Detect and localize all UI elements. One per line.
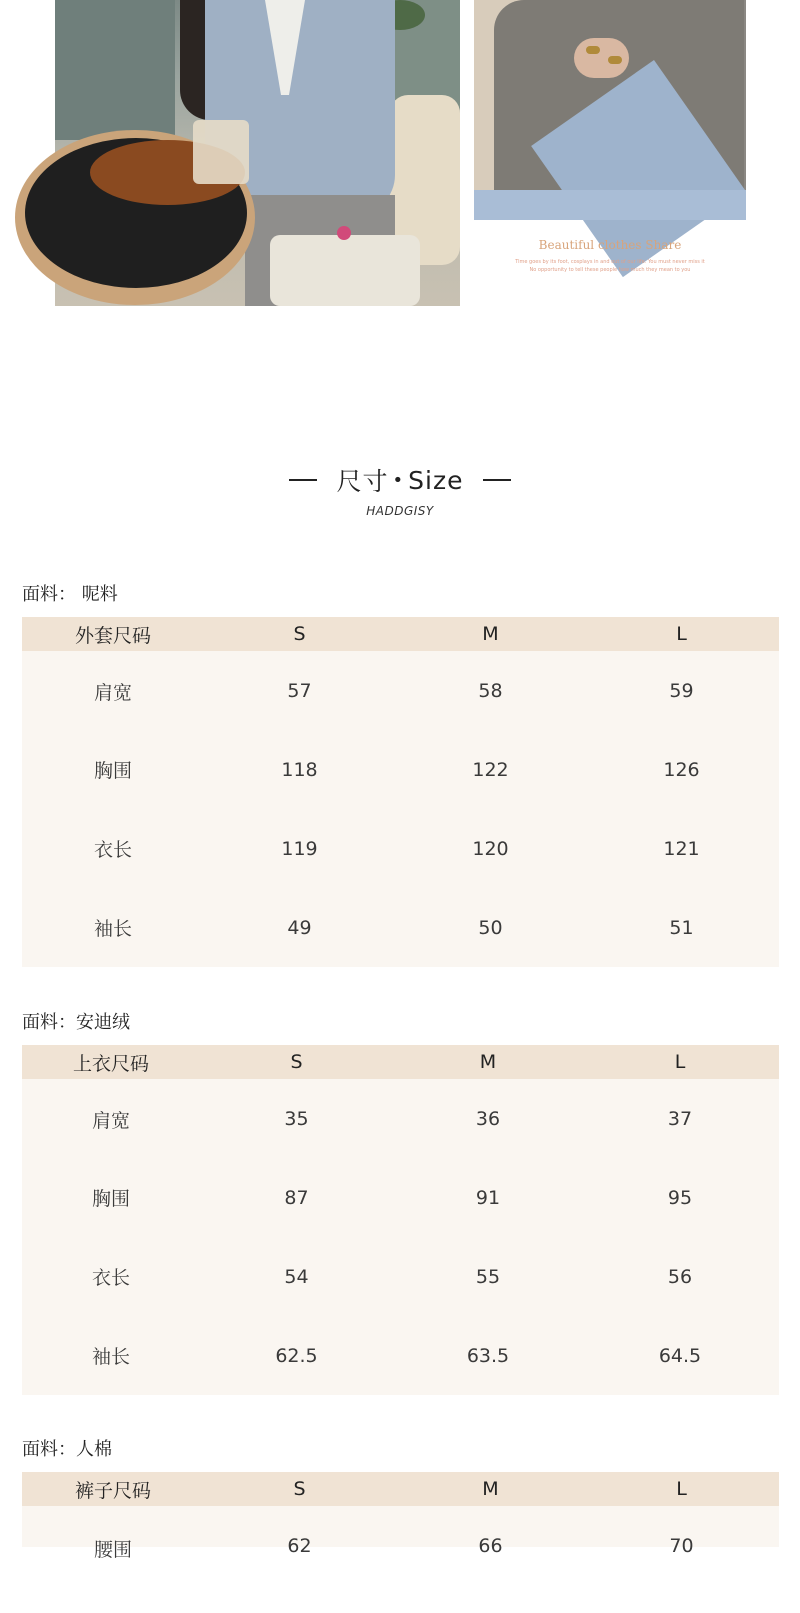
value-l: 126	[663, 758, 700, 781]
table-row	[22, 1507, 779, 1613]
table-body	[22, 651, 779, 967]
table-header	[22, 617, 779, 651]
table-row	[22, 652, 779, 730]
value-l: 121	[663, 837, 700, 860]
size-table-top	[22, 1045, 779, 1395]
size-title-en: Size	[408, 465, 464, 495]
value-l: 59	[669, 680, 694, 702]
value-s: 49	[287, 916, 312, 939]
measure-name: 袖长	[93, 918, 132, 940]
product-photo-left	[55, 0, 460, 306]
table-row	[22, 1158, 779, 1237]
value-m: 63.5	[466, 1344, 510, 1367]
table-row	[22, 809, 779, 888]
table-body	[22, 1506, 779, 1561]
measure-name: 腰围	[93, 1539, 132, 1561]
header-garment: 上衣尺码	[72, 1052, 149, 1075]
value-s: 87	[284, 1186, 309, 1209]
size-title-dot: •	[392, 469, 405, 491]
table-body	[22, 1079, 779, 1395]
size-title	[269, 462, 532, 498]
header-size-m: M	[482, 623, 499, 645]
header-garment: 裤子尺码	[74, 1479, 151, 1502]
header-size-s: S	[290, 1051, 303, 1073]
value-s: 118	[281, 758, 318, 781]
caption-subtitle	[474, 258, 746, 274]
fabric-label-1	[22, 580, 118, 606]
value-s: 62	[287, 1535, 312, 1557]
measure-name: 胸围	[93, 760, 132, 782]
measure-name: 肩宽	[93, 681, 132, 704]
value-m: 55	[475, 1265, 501, 1288]
table-row	[22, 888, 779, 967]
table-row	[22, 1080, 779, 1158]
value-s: 35	[284, 1108, 309, 1130]
value-s: 119	[281, 837, 318, 860]
value-m: 36	[475, 1108, 501, 1130]
measure-name: 衣长	[93, 839, 132, 861]
fabric-prefix: 面料：	[22, 1439, 76, 1460]
header-size-m: M	[482, 1478, 499, 1500]
caption-line-2: No opportunity to tell these people how much they mean to you	[529, 267, 691, 273]
header-size-m: M	[479, 1051, 497, 1073]
measure-name: 肩宽	[91, 1109, 130, 1132]
size-section-heading	[0, 462, 800, 518]
fabric-label-2	[22, 1008, 130, 1034]
table-row	[22, 730, 779, 809]
fabric-prefix: 面料：	[22, 584, 76, 605]
caption-title: Beautiful clothes Share	[538, 238, 682, 252]
size-table-coat	[22, 617, 779, 967]
table-row	[22, 1237, 779, 1316]
value-m: 50	[478, 916, 503, 939]
header-garment: 外套尺码	[74, 624, 151, 647]
value-s: 62.5	[275, 1344, 318, 1367]
fabric-value: 安迪绒	[76, 1012, 130, 1033]
fabric-prefix: 面料：	[22, 1012, 76, 1033]
size-title-cn: 尺寸	[336, 467, 389, 496]
header-size-l: L	[676, 1478, 687, 1500]
header-size-s: S	[293, 1478, 306, 1500]
fabric-value: 呢料	[76, 584, 118, 605]
value-m: 66	[478, 1535, 503, 1557]
value-m: 120	[472, 837, 509, 860]
value-l: 95	[667, 1186, 693, 1209]
value-s: 54	[284, 1265, 309, 1288]
table-header	[22, 1472, 779, 1506]
value-s: 57	[287, 680, 312, 702]
brand-name: HADDGISY	[366, 504, 434, 518]
header-size-s: S	[293, 623, 306, 645]
header-size-l: L	[674, 1051, 686, 1073]
value-l: 37	[667, 1108, 693, 1130]
header-size-l: L	[676, 623, 687, 645]
measure-name: 胸围	[91, 1188, 130, 1210]
table-row	[22, 1316, 779, 1395]
measure-name: 衣长	[91, 1267, 130, 1289]
value-l: 64.5	[658, 1344, 702, 1367]
size-table-pants	[22, 1472, 779, 1561]
value-m: 122	[472, 758, 509, 781]
title-dash-left	[289, 479, 317, 481]
table-header	[22, 1045, 779, 1079]
value-m: 58	[478, 680, 503, 702]
title-dash-right	[483, 479, 511, 481]
value-m: 91	[475, 1186, 501, 1209]
value-l: 51	[669, 916, 694, 939]
product-photo-right	[474, 0, 746, 220]
fabric-value: 人棉	[76, 1439, 112, 1460]
value-l: 56	[667, 1265, 693, 1288]
measure-name: 袖长	[91, 1346, 130, 1368]
fabric-label-3	[22, 1435, 112, 1461]
caption-line-1: Time goes by its foot, cosplays in and out of our life. You must never miss it	[515, 259, 705, 265]
value-l: 70	[669, 1535, 694, 1557]
